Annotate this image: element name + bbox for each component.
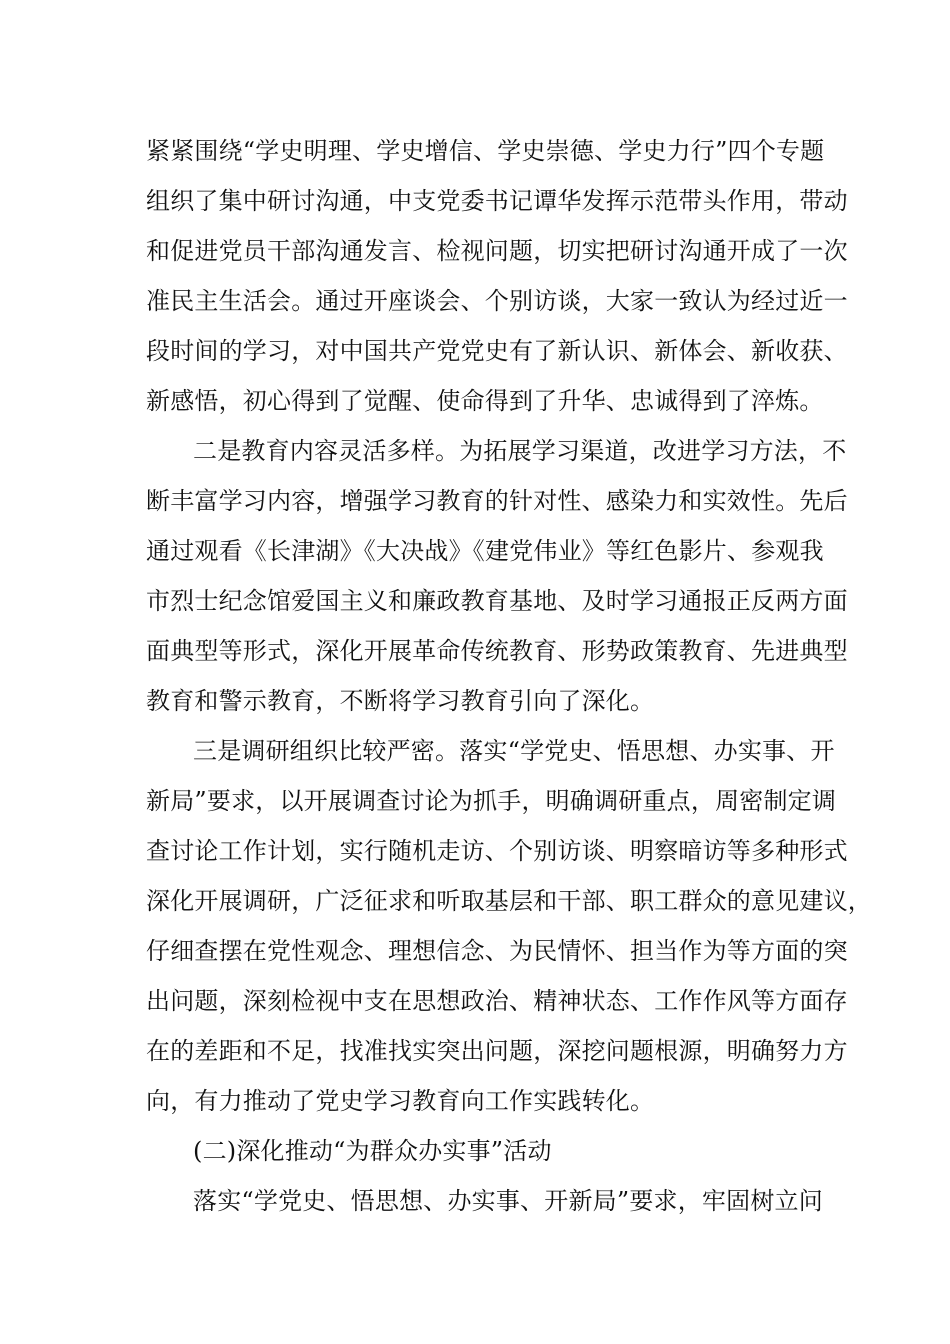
paragraph-start-line: 落实“学党史、悟思想、办实事、开新局”要求，牢固树立问 [193, 1187, 823, 1215]
paragraph-start-line: 三是调研组织比较严密。落实“学党史、悟思想、办实事、开 [193, 737, 835, 765]
text-line: 新感悟，初心得到了觉醒、使命得到了升华、忠诚得到了淬炼。 [146, 387, 824, 415]
text-line: 查讨论工作计划，实行随机走访、个别访谈、明察暗访等多种形式 [146, 837, 848, 865]
text-line: 新局”要求，以开展调查讨论为抓手，明确调研重点，周密制定调 [146, 787, 837, 815]
text-line: 组织了集中研讨沟通，中支党委书记谭华发挥示范带头作用，带动 [146, 187, 848, 215]
text-line: 面典型等形式，深化开展革命传统教育、形势政策教育、先进典型 [146, 637, 848, 665]
text-line: 段时间的学习，对中国共产党党史有了新认识、新体会、新收获、 [146, 337, 848, 365]
paragraph-start-line: 二是教育内容灵活多样。为拓展学习渠道，改进学习方法，不 [193, 437, 847, 465]
text-line: 出问题，深刻检视中支在思想政治、精神状态、工作作风等方面存 [146, 987, 848, 1015]
text-line: 仔细查摆在党性观念、理想信念、为民情怀、担当作为等方面的突 [146, 937, 848, 965]
text-line: 向，有力推动了党史学习教育向工作实践转化。 [146, 1087, 655, 1115]
text-line: 深化开展调研，广泛征求和听取基层和干部、职工群众的意见建议， [146, 887, 872, 915]
text-line: 紧紧围绕“学史明理、学史增信、学史崇德、学史力行”四个专题 [146, 137, 825, 165]
text-line: 断丰富学习内容，增强学习教育的针对性、感染力和实效性。先后 [146, 487, 848, 515]
text-line: 准民主生活会。通过开座谈会、个别访谈，大家一致认为经过近一 [146, 287, 848, 315]
text-line: 在的差距和不足，找准找实突出问题，深挖问题根源，明确努力方 [146, 1037, 848, 1065]
section-heading: (二)深化推动“为群众办实事”活动 [193, 1137, 552, 1165]
text-line: 教育和警示教育，不断将学习教育引向了深化。 [146, 687, 655, 715]
text-line: 市烈士纪念馆爱国主义和廉政教育基地、及时学习通报正反两方面 [146, 587, 848, 615]
text-line: 通过观看《长津湖》《大决战》《建党伟业》等红色影片、参观我 [146, 537, 824, 565]
text-line: 和促进党员干部沟通发言、检视问题，切实把研讨沟通开成了一次 [146, 237, 848, 265]
